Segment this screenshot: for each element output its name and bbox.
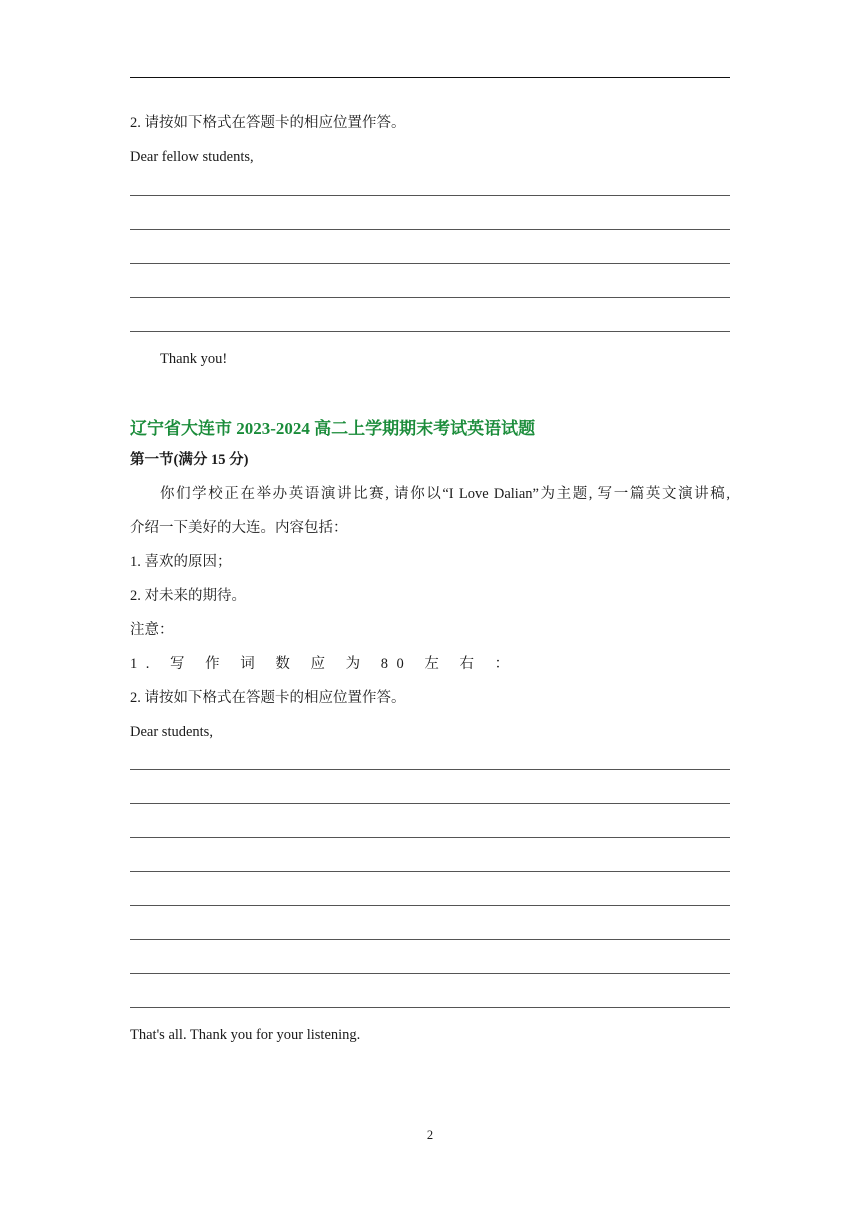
answer-line — [130, 769, 730, 770]
instruction-answer-format: 2. 请按如下格式在答题卡的相应位置作答。 — [130, 115, 406, 131]
note-answer-format: 2. 请按如下格式在答题卡的相应位置作答。 — [130, 690, 406, 706]
answer-line — [130, 803, 730, 804]
content-point: 2. 对未来的期待。 — [130, 588, 246, 604]
content-point: 1. 喜欢的原因； — [130, 554, 232, 570]
salutation-students: Dear students, — [130, 724, 213, 740]
closing-thanks-listening: That's all. Thank you for your listening. — [130, 1027, 361, 1043]
section-title: 辽宁省大连市 2023-2024 高二上学期期末考试英语试题 — [130, 419, 536, 438]
answer-line — [130, 263, 730, 264]
section-subheading: 第一节(满分 15 分) — [130, 452, 249, 468]
header-rule — [130, 77, 730, 78]
answer-line — [130, 1007, 730, 1008]
answer-line — [130, 297, 730, 298]
answer-line — [130, 871, 730, 872]
salutation-fellow-students: Dear fellow students, — [130, 149, 254, 165]
answer-line — [130, 229, 730, 230]
notes-label: 注意： — [130, 622, 174, 638]
answer-line — [130, 973, 730, 974]
closing-thank-you: Thank you! — [160, 351, 228, 367]
answer-line — [130, 905, 730, 906]
answer-line — [130, 939, 730, 940]
answer-line — [130, 195, 730, 196]
answer-line — [130, 331, 730, 332]
prompt-line: 你们学校正在举办英语演讲比赛, 请你以“I Love Dalian”为主题, 写一篇英文演讲稿, — [160, 486, 730, 502]
page-number: 2 — [426, 1128, 434, 1142]
prompt-line: 介绍一下美好的大连。内容包括： — [130, 520, 348, 536]
note-word-count: 1. 写 作 词 数 应 为 80 左 右 ： — [130, 656, 518, 672]
answer-line — [130, 837, 730, 838]
